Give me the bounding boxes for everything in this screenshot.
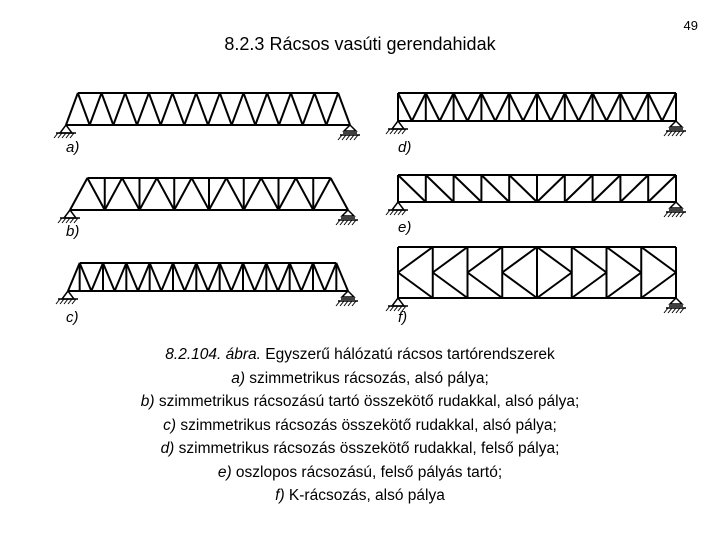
diagonal: [122, 178, 139, 210]
figure-label: c): [66, 309, 79, 326]
diagonal: [398, 93, 412, 121]
diagonal: [149, 93, 161, 125]
caption-item: [40, 437, 680, 461]
diagonal: [579, 93, 593, 121]
diagonal: [115, 263, 127, 291]
diagonal: [315, 93, 327, 125]
caption-item-text: K-rácsozás, alsó pálya: [284, 487, 445, 504]
k-diagonal: [502, 273, 537, 299]
caption-item-letter: b): [140, 393, 155, 410]
diagonal: [209, 178, 226, 210]
diagonal: [173, 263, 185, 291]
diagonal: [161, 263, 173, 291]
diagonal: [620, 175, 648, 202]
caption-item-letter: d): [160, 440, 175, 457]
diagonal: [196, 263, 208, 291]
caption-item: [40, 484, 680, 508]
diagonal: [313, 263, 325, 291]
diagonal: [91, 263, 103, 291]
diagonal: [278, 263, 290, 291]
k-diagonal: [607, 273, 642, 299]
diagonal: [80, 263, 92, 291]
diagonal: [196, 93, 208, 125]
diagonal: [90, 93, 102, 125]
k-diagonal: [468, 247, 503, 273]
caption-item: [40, 414, 680, 438]
pin-support: [392, 202, 404, 210]
pin-support: [392, 298, 404, 306]
diagonal: [426, 175, 454, 202]
diagonal: [537, 175, 565, 202]
diagonal: [232, 93, 244, 125]
diagonal: [326, 93, 338, 125]
caption-item-text: szimmetrikus rácsozás összekötő rudakkal, felső pálya;: [174, 440, 560, 457]
figure-label: e): [398, 219, 412, 236]
diagonal: [509, 175, 537, 202]
diagonal: [481, 175, 509, 202]
caption-item: [40, 461, 680, 485]
diagonal: [440, 93, 454, 121]
figure-label: d): [398, 139, 412, 156]
diagonal: [279, 178, 296, 210]
diagonal: [412, 93, 426, 121]
diagonal: [565, 175, 593, 202]
caption-item-letter: a): [231, 369, 245, 387]
caption-item-letter: f): [275, 487, 285, 504]
caption-items: [40, 367, 680, 508]
diagonal: [255, 263, 267, 291]
k-diagonal: [607, 247, 642, 273]
page-number: 49: [683, 18, 698, 33]
diagonal: [303, 93, 315, 125]
diagonal: [291, 93, 303, 125]
diagonal: [185, 263, 197, 291]
caption-item-text: szimmetrikus rácsozás összekötő rudakkal, alsó pálya;: [176, 416, 557, 434]
diagonal: [290, 263, 302, 291]
diagonal: [231, 263, 243, 291]
diagonal: [137, 93, 149, 125]
caption-figure-title: Egyszerű hálózatú rácsos tartórendszerek: [265, 346, 555, 363]
page-title: 8.2.3 Rácsos vasúti gerendahidak: [224, 34, 496, 54]
figure-label: a): [66, 139, 80, 156]
diagonal: [279, 93, 291, 125]
diagonal: [87, 178, 104, 210]
caption-item-letter: e): [217, 463, 232, 481]
k-diagonal: [537, 247, 572, 273]
diagonal: [468, 93, 482, 121]
diagonal: [140, 178, 157, 210]
k-diagonal: [433, 273, 468, 299]
end-post: [68, 263, 80, 291]
diagonal: [208, 263, 220, 291]
pin-support: [62, 291, 74, 299]
end-post: [338, 93, 350, 125]
diagonal: [266, 263, 278, 291]
diagonal: [509, 93, 523, 121]
diagonal: [126, 263, 138, 291]
diagonal: [267, 93, 279, 125]
diagonal: [138, 263, 150, 291]
k-diagonal: [433, 247, 468, 273]
k-diagonal: [537, 273, 572, 299]
k-diagonal: [641, 247, 676, 273]
k-diagonal: [572, 247, 607, 273]
diagonal: [161, 93, 173, 125]
diagonal: [481, 93, 495, 121]
diagonal: [150, 263, 162, 291]
k-diagonal: [641, 273, 676, 299]
diagonal: [244, 178, 261, 210]
figure-caption: [40, 343, 680, 508]
diagonal: [220, 263, 232, 291]
caption-item-text: szimmetrikus rácsozású tartó összekötő rudakkal, alsó pálya;: [154, 393, 580, 410]
pin-support: [64, 210, 76, 218]
diagonal: [648, 93, 662, 121]
diagonal: [648, 175, 676, 202]
diagonal: [593, 175, 621, 202]
pin-support: [60, 125, 72, 133]
diagonal: [103, 263, 115, 291]
caption-heading: [40, 343, 680, 367]
caption-item: [40, 367, 680, 391]
k-diagonal: [572, 273, 607, 299]
caption-figure-ref: 8.2.104. ábra.: [165, 346, 261, 363]
caption-item: [40, 390, 680, 414]
k-diagonal: [398, 273, 433, 299]
diagonal: [523, 93, 537, 121]
caption-item-text: oszlopos rácsozású, felső pályás tartó;: [231, 463, 503, 481]
figure-labels: [66, 139, 411, 326]
diagonal: [244, 93, 256, 125]
diagonal: [208, 93, 220, 125]
k-diagonal: [398, 247, 433, 273]
k-diagonal: [502, 247, 537, 273]
caption-item-text: szimmetrikus rácsozás, alsó pálya;: [245, 369, 489, 387]
diagonal: [620, 93, 634, 121]
diagonal: [662, 93, 676, 121]
diagonal: [454, 175, 482, 202]
figure-label: b): [66, 223, 80, 240]
diagonal: [174, 178, 191, 210]
diagonal: [301, 263, 313, 291]
diagonal: [220, 93, 232, 125]
diagonal: [261, 178, 278, 210]
end-post: [336, 263, 348, 291]
caption-item-letter: c): [163, 416, 177, 434]
diagonal: [313, 178, 330, 210]
diagonal: [325, 263, 337, 291]
diagonal: [243, 263, 255, 291]
pin-support: [392, 121, 404, 129]
diagonal: [113, 93, 125, 125]
diagonal: [607, 93, 621, 121]
figure-label: f): [398, 309, 408, 326]
diagonal: [426, 93, 440, 121]
diagonal: [78, 93, 90, 125]
diagonal: [593, 93, 607, 121]
truss-drawings: [54, 93, 686, 313]
end-post: [66, 93, 78, 125]
diagonal: [454, 93, 468, 121]
diagonal: [157, 178, 174, 210]
diagonal: [184, 93, 196, 125]
diagonal: [495, 93, 509, 121]
diagonal: [125, 93, 137, 125]
diagonal: [102, 93, 114, 125]
diagonal: [192, 178, 209, 210]
k-diagonal: [468, 273, 503, 299]
diagonal: [255, 93, 267, 125]
diagonal: [565, 93, 579, 121]
end-post: [70, 178, 87, 210]
diagonal: [551, 93, 565, 121]
diagonal: [173, 93, 185, 125]
end-post: [331, 178, 348, 210]
diagonal: [296, 178, 313, 210]
diagonal: [105, 178, 122, 210]
diagonal: [634, 93, 648, 121]
diagonal: [537, 93, 551, 121]
diagonal: [226, 178, 243, 210]
diagonal: [398, 175, 426, 202]
